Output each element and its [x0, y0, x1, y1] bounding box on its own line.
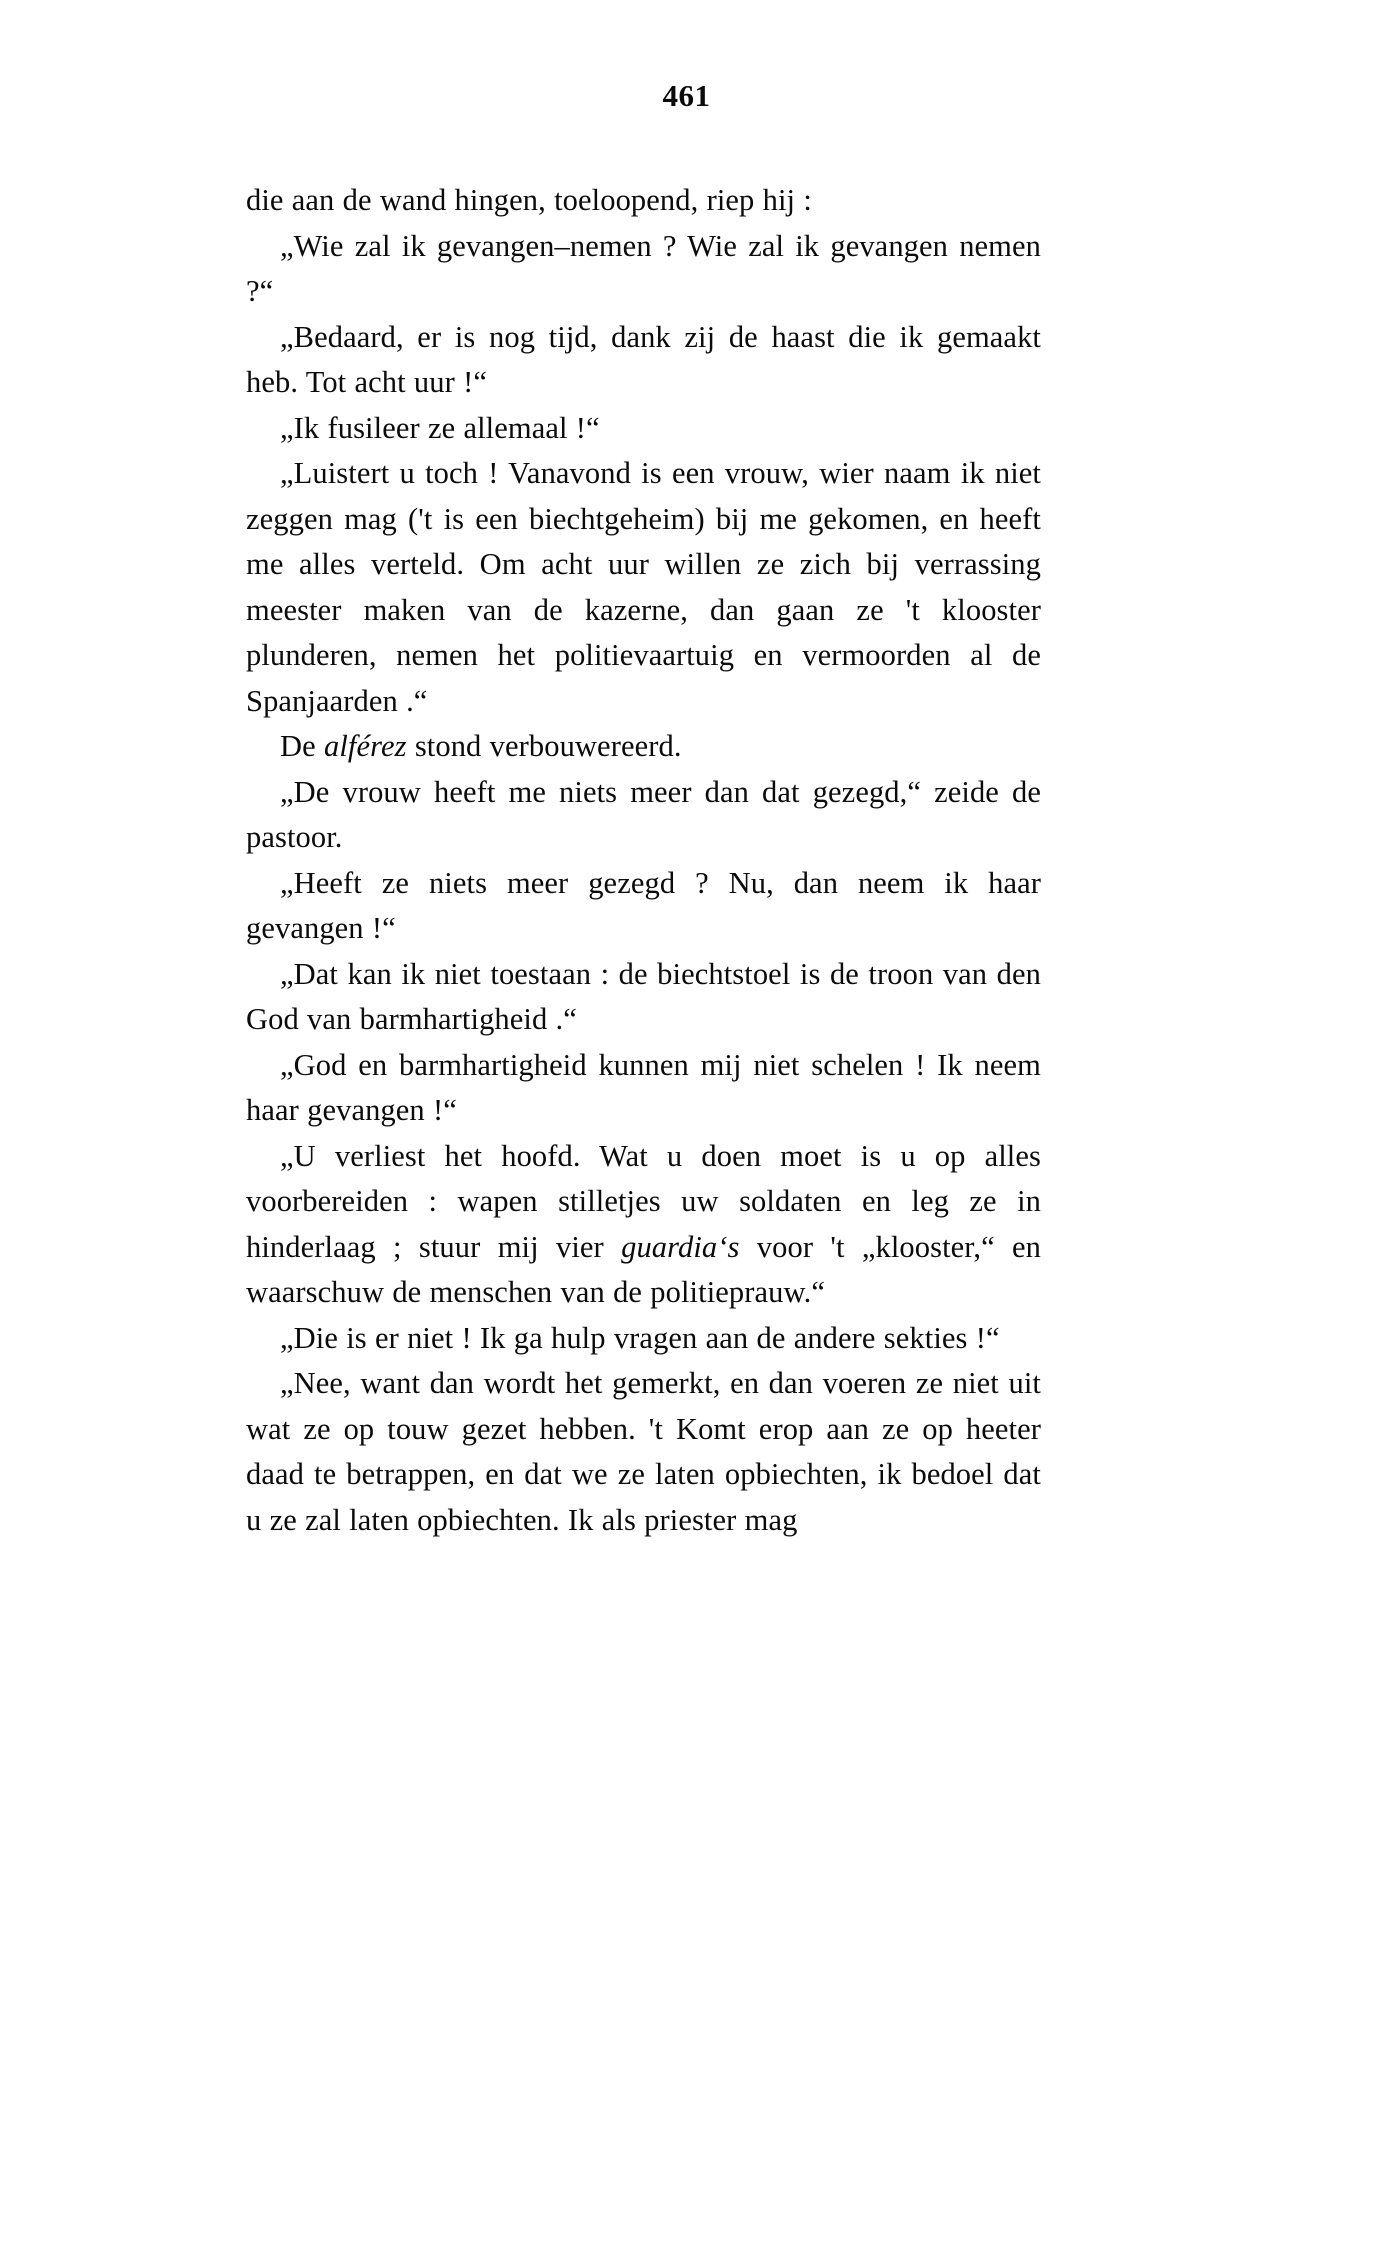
paragraph: „U verliest het hoofd. Wat u doen moet is u op alles voorbereiden : wapen stilletjes uw soldaten en leg ze in hinderlaag ; stuur mij vier guardia‘s voor 't „klooster,“ en waarschuw de menschen van de politieprauw.“	[246, 1138, 1041, 1309]
paragraph: „Bedaard, er is nog tijd, dank zij de haast die ik gemaakt heb. Tot acht uur !“	[246, 319, 1041, 399]
body-text-column	[246, 178, 1041, 1543]
page-number: 461	[662, 78, 711, 113]
paragraph: „De vrouw heeft me niets meer dan dat gezegd,“ zeide de pastoor.	[246, 774, 1041, 854]
paragraph: „Wie zal ik gevangen–nemen ? Wie zal ik gevangen nemen ?“	[246, 228, 1041, 308]
paragraph: „Die is er niet ! Ik ga hulp vragen aan de andere sekties !“	[280, 1320, 1000, 1355]
paragraph: „Ik fusileer ze allemaal !“	[280, 410, 600, 445]
paragraph: „God en barmhartigheid kunnen mij niet schelen ! Ik neem haar gevangen !“	[246, 1047, 1041, 1127]
paragraph: De alférez stond verbouwereerd.	[280, 729, 682, 763]
paragraph: „Heeft ze niets meer gezegd ? Nu, dan neem ik haar gevangen !“	[246, 865, 1041, 945]
paragraph: „Luistert u toch ! Vanavond is een vrouw, wier naam ik niet zeggen mag ('t is een biechtgeheim) bij me gekomen, en heeft me alles verteld. Om acht uur willen ze zich bij verrassing meester maken van de kazerne, dan gaan ze 't klooster plunderen, nemen het politievaartuig en vermoorden al de Spanjaarden .“	[246, 456, 1041, 718]
paragraph: „Dat kan ik niet toestaan : de biechtstoel is de troon van den God van barmhartigheid .“	[246, 956, 1041, 1036]
paragraph: „Nee, want dan wordt het gemerkt, en dan voeren ze niet uit wat ze op touw gezet hebben. 't Komt erop aan ze op heeter daad te betrappen, en dat we ze laten opbiechten, ik bedoel dat u ze zal laten opbiechten. Ik als priester mag	[246, 1366, 1041, 1537]
paragraph: die aan de wand hingen, toeloopend, riep hij :	[246, 183, 812, 217]
